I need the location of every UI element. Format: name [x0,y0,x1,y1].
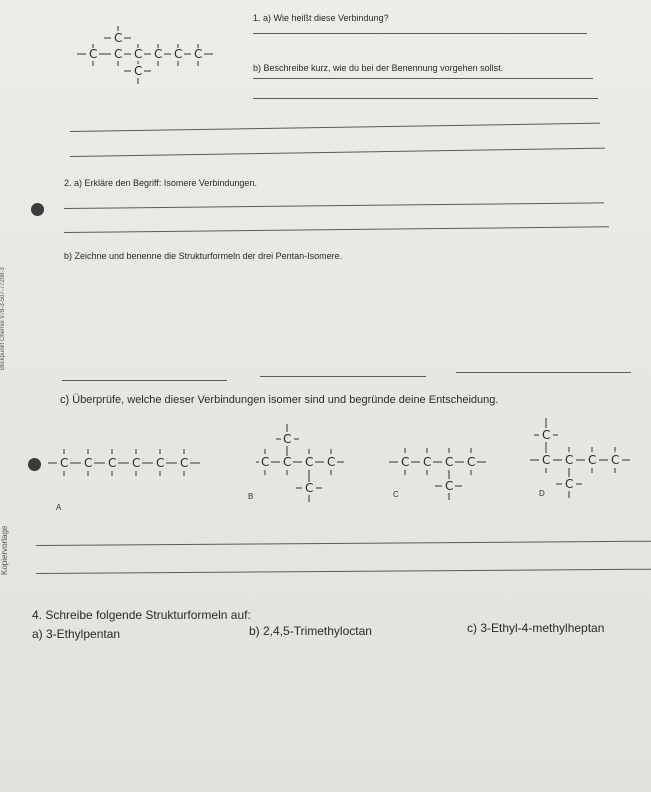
answer-line[interactable] [253,98,598,99]
svg-text:C: C [327,455,336,469]
answer-line[interactable] [64,226,609,233]
svg-text:C: C [114,47,123,61]
molecule-label-d: D [539,489,545,498]
answer-line[interactable] [253,78,593,79]
svg-text:C: C [565,453,574,467]
svg-text:C: C [154,47,163,61]
answer-line[interactable] [70,148,605,157]
svg-text:C: C [132,456,141,470]
task4c: c) 3-Ethyl-4-methylheptan [467,621,605,635]
svg-text:C: C [542,453,551,467]
svg-text:C: C [156,456,165,470]
answer-line[interactable] [260,376,426,377]
svg-text:C: C [134,64,143,78]
svg-text:C: C [60,456,69,470]
side-copyright: Blickpunkt Chemie 978-3-507-77208-3 [0,267,6,370]
svg-text:C: C [305,455,314,469]
svg-text:C: C [194,47,203,61]
molecule-label-c: C [393,490,399,499]
svg-text:C: C [174,47,183,61]
svg-text:C: C [283,432,292,446]
task4-title: 4. Schreibe folgende Strukturformeln auf: [32,608,251,622]
task4b: b) 2,4,5-Trimethyloctan [249,624,372,638]
answer-line[interactable] [253,33,587,34]
structure-b [256,412,376,512]
molecule-label-b: B [248,492,254,501]
answer-line[interactable] [456,372,631,373]
structure-a [28,440,233,485]
answer-line[interactable] [36,541,651,546]
svg-text:C: C [445,455,454,469]
svg-text:C: C [305,481,314,495]
svg-text:C: C [542,428,551,442]
svg-text:C: C [180,456,189,470]
answer-line[interactable] [62,380,227,381]
task1b-question: b) Beschreibe kurz, wie du bei der Benennung vorgehen sollst. [253,63,504,73]
svg-text:C: C [467,455,476,469]
svg-text:C: C [134,47,143,61]
task2c-question: c) Überprüfe, welche dieser Verbindungen isomer sind und begründe deine Entscheidung. [60,394,499,406]
task2a-question: 2. a) Erkläre den Begriff: Isomere Verbindungen. [64,178,257,188]
structure-task1 [75,20,245,95]
task2b-question: b) Zeichne und benenne die Strukturformeln der drei Pentan-Isomere. [64,251,343,261]
answer-line[interactable] [70,123,600,132]
task1a-question: 1. a) Wie heißt diese Verbindung? [253,13,389,23]
svg-text:C: C [423,455,432,469]
svg-text:C: C [401,455,410,469]
structure-c [385,430,510,510]
hole-punch [31,203,44,216]
svg-text:C: C [588,453,597,467]
svg-text:C: C [445,479,454,493]
task4a: a) 3-Ethylpentan [32,627,121,641]
svg-text:C: C [89,47,98,61]
svg-text:C: C [108,456,117,470]
answer-line[interactable] [64,202,604,209]
svg-text:C: C [114,31,123,45]
svg-text:C: C [565,477,574,491]
answer-line[interactable] [36,569,651,574]
hole-punch [28,458,41,471]
svg-text:C: C [611,453,620,467]
molecule-label-a: A [56,503,62,512]
svg-text:C: C [84,456,93,470]
svg-text:C: C [261,455,270,469]
svg-text:C: C [283,455,292,469]
side-label: Kopiervorlage [0,525,9,575]
